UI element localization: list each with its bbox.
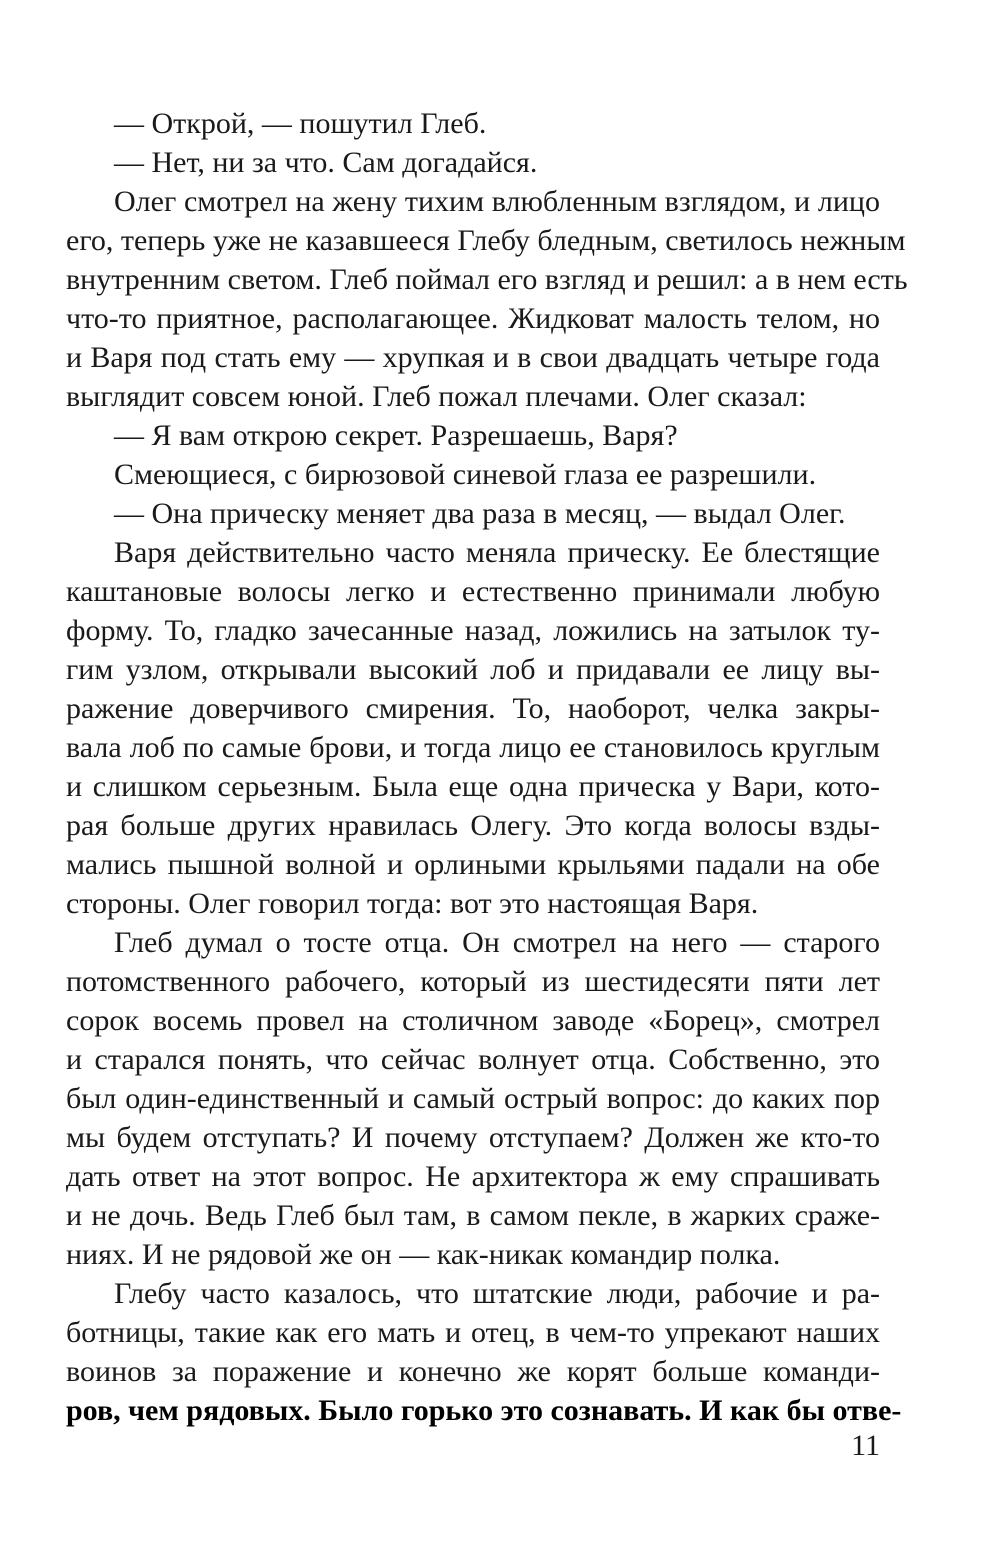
text-line: потомственного рабочего, который из шестидесяти пяти лет xyxy=(66,965,880,998)
text-line: мались пышной волной и орлиными крыльями падали на обе xyxy=(66,848,880,881)
text-line: мы будем отступать? И почему отступаем? Должен же кто-то xyxy=(66,1121,880,1154)
text-line: — Открой, — пошутил Глеб. xyxy=(114,107,487,140)
text-line: ботницы, такие как его мать и отец, в чем-то упрекают наших xyxy=(66,1316,880,1349)
text-line: воинов за поражение и конечно же корят больше команди- xyxy=(66,1355,880,1388)
text-line: Глеб думал о тосте отца. Он смотрел на него — старого xyxy=(114,926,880,959)
page-number: 11 xyxy=(851,1429,880,1462)
text-line: был один-единственный и самый острый вопрос: до каких пор xyxy=(66,1082,880,1115)
text-line: и слишком серьезным. Была еще одна прическа у Вари, кото- xyxy=(66,770,880,803)
text-line: — Я вам открою секрет. Разрешаешь, Варя? xyxy=(114,419,678,452)
book-page-text xyxy=(66,104,908,1430)
text-line: каштановые волосы легко и естественно принимали любую xyxy=(66,575,880,608)
text-line: стороны. Олег говорил тогда: вот это настоящая Варя. xyxy=(66,887,759,920)
text-line: его, теперь уже не казавшееся Глебу бледным, светилось нежным xyxy=(66,224,906,257)
text-line: выглядит совсем юной. Глеб пожал плечами. Олег сказал: xyxy=(66,380,807,413)
text-line: Олег смотрел на жену тихим влюбленным взглядом, и лицо xyxy=(114,185,880,218)
text-line: ниях. И не рядовой же он — как-никак командир полка. xyxy=(66,1238,781,1271)
text-line: дать ответ на этот вопрос. Не архитектора ж ему спрашивать xyxy=(66,1160,880,1193)
text-line: гим узлом, открывали высокий лоб и придавали ее лицу вы- xyxy=(66,653,880,686)
text-line: — Она прическу меняет два раза в месяц, — выдал Олег. xyxy=(114,497,846,530)
text-line: Глебу часто казалось, что штатские люди, рабочие и ра- xyxy=(114,1277,880,1310)
text-line: что-то приятное, располагающее. Жидковат малость телом, но xyxy=(66,302,880,335)
text-line: форму. То, гладко зачесанные назад, ложились на затылок ту- xyxy=(66,614,880,647)
text-line: и Варя под стать ему — хрупкая и в свои двадцать четыре года xyxy=(66,341,880,374)
text-line: ров, чем рядовых. Было горько это сознавать. И как бы отве- xyxy=(66,1394,902,1427)
text-line: Смеющиеся, с бирюзовой синевой глаза ее разрешили. xyxy=(114,458,817,491)
text-line: рая больше других нравилась Олегу. Это когда волосы взды- xyxy=(66,809,880,842)
text-line: Варя действительно часто меняла прическу. Ее блестящие xyxy=(114,536,880,569)
text-line: внутренним светом. Глеб поймал его взгляд и решил: а в нем есть xyxy=(66,263,908,296)
text-line: сорок восемь провел на столичном заводе «Борец», смотрел xyxy=(66,1004,880,1037)
text-line: и старался понять, что сейчас волнует отца. Собственно, это xyxy=(66,1043,880,1076)
text-line: — Нет, ни за что. Сам догадайся. xyxy=(114,146,538,179)
text-line: ражение доверчивого смирения. То, наоборот, челка закры- xyxy=(66,692,880,725)
text-line: вала лоб по самые брови, и тогда лицо ее становилось круглым xyxy=(66,731,880,764)
text-line: и не дочь. Ведь Глеб был там, в самом пекле, в жарких сраже- xyxy=(66,1199,880,1232)
